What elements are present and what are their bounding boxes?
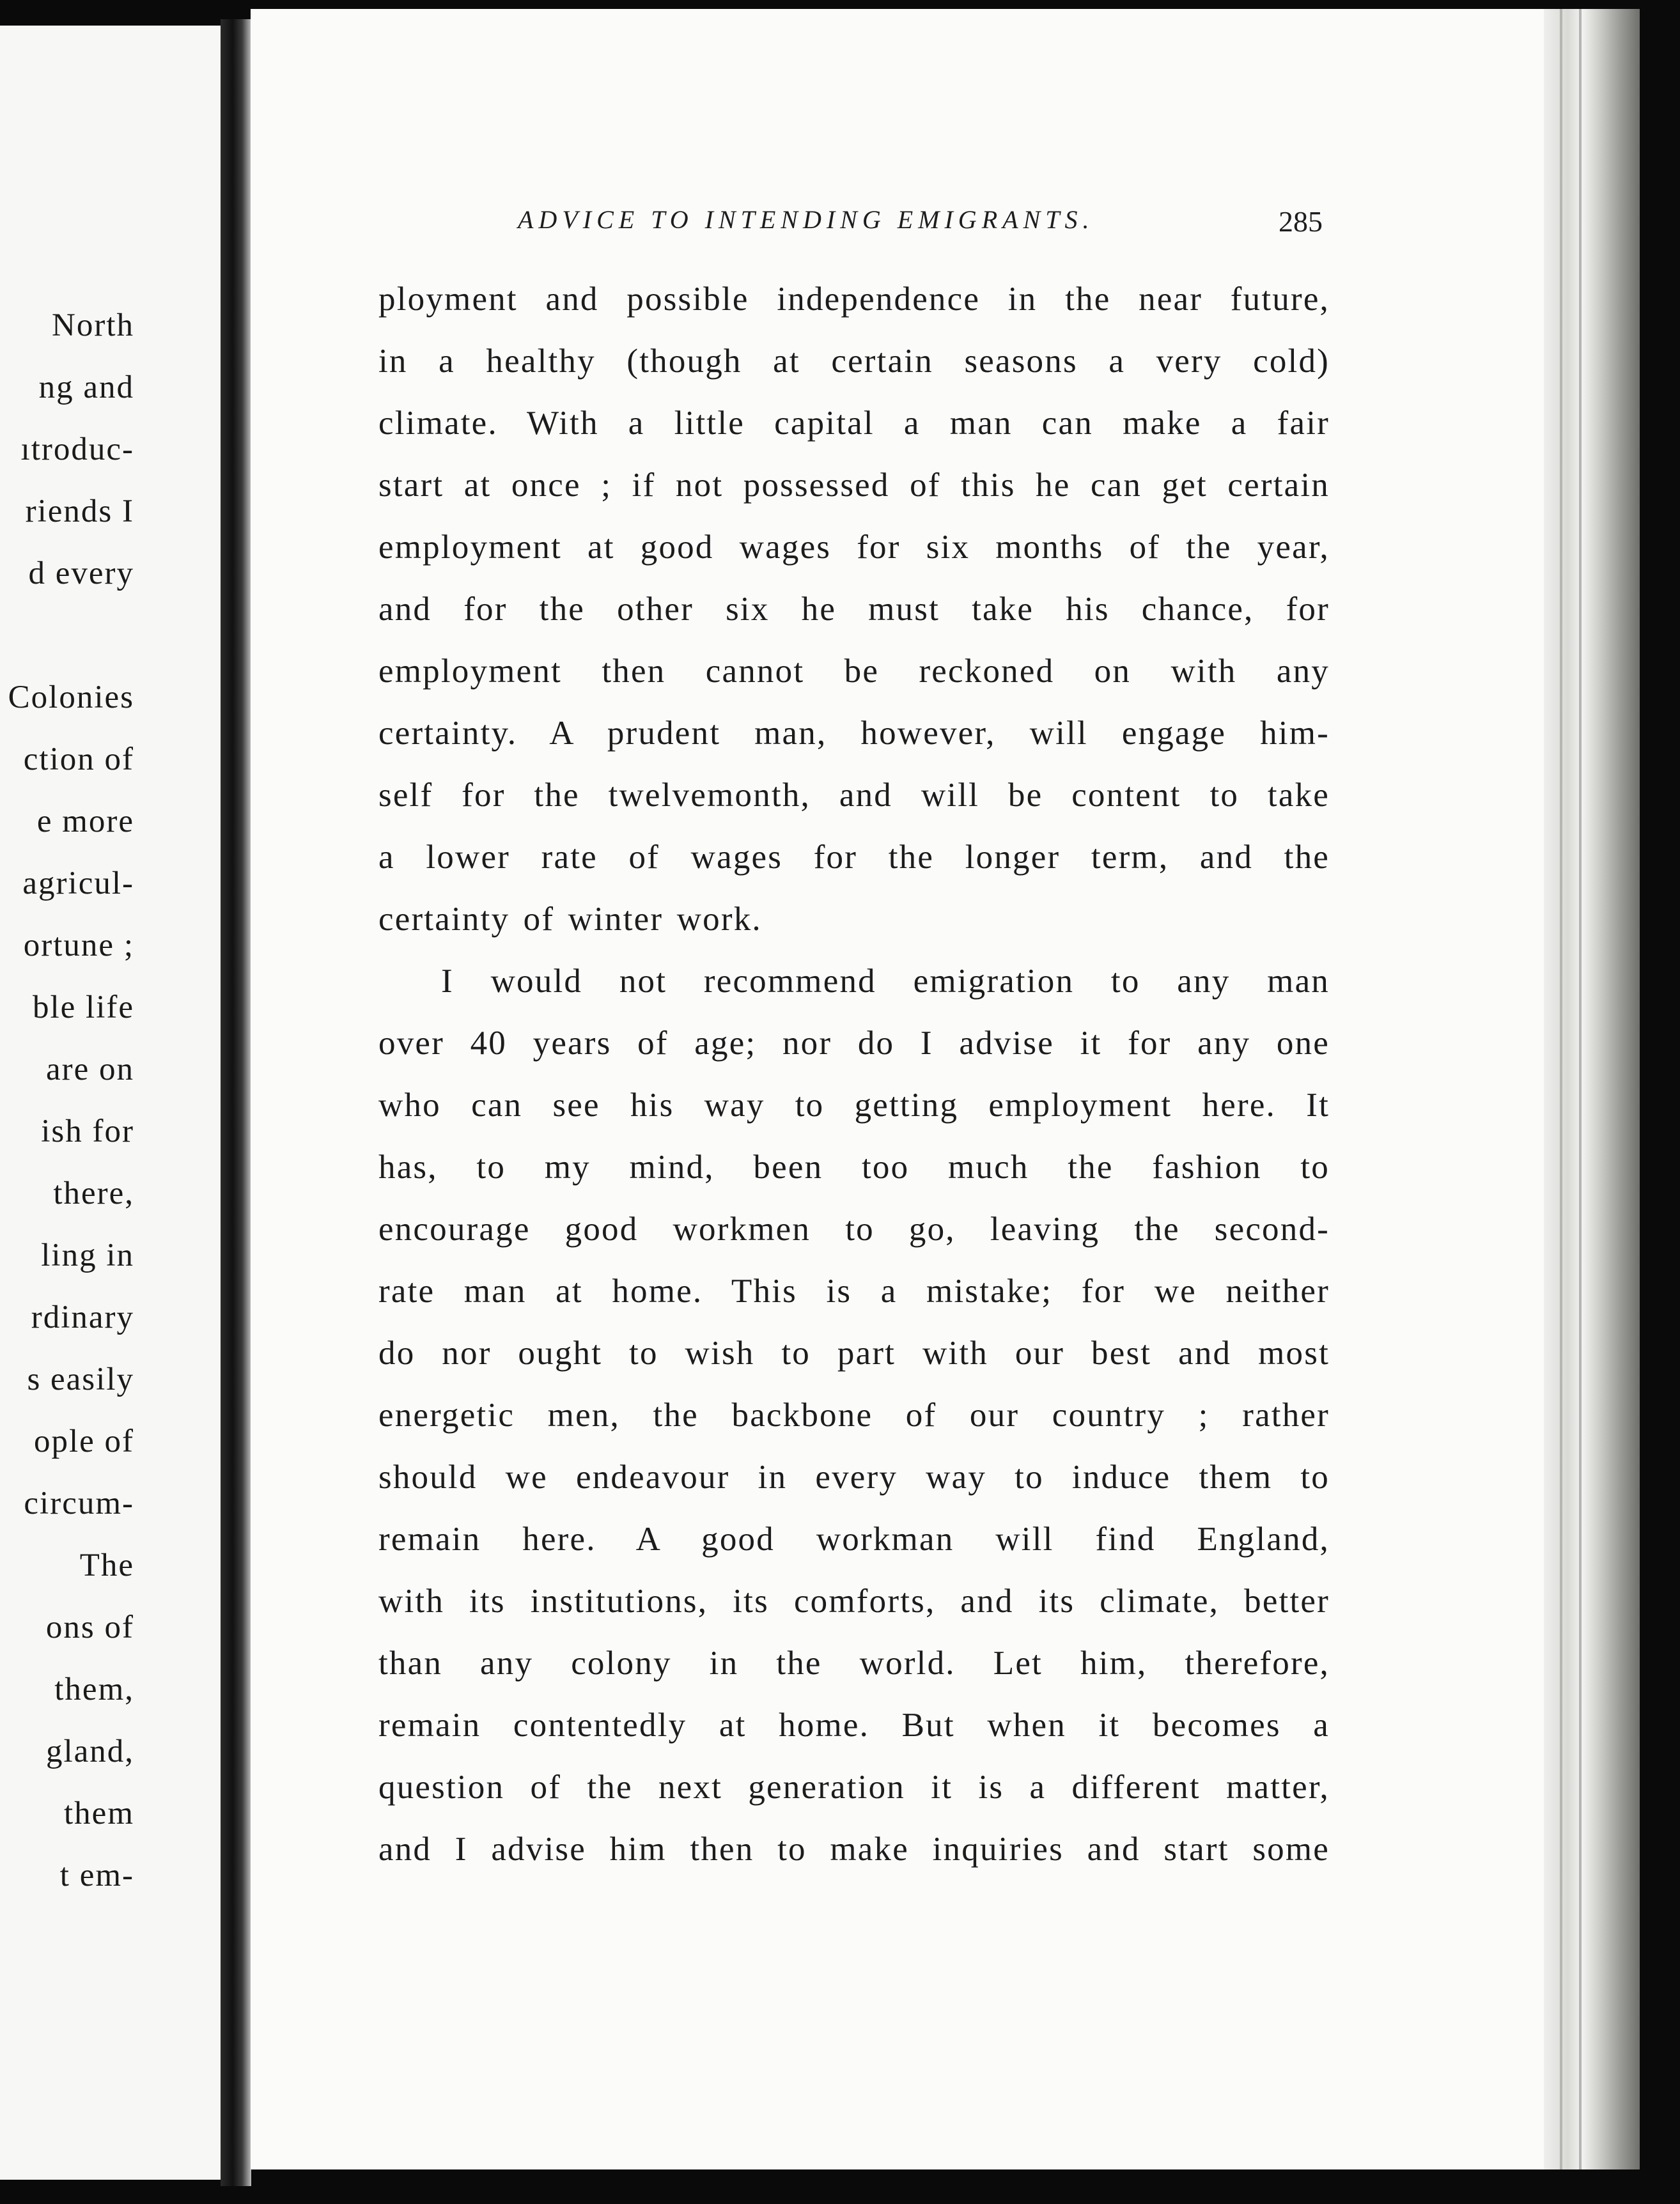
book-spine-shadow	[221, 19, 251, 2186]
left-page-line: Colonies	[8, 679, 134, 715]
running-title: ADVICE TO INTENDING EMIGRANTS.	[518, 205, 1094, 234]
body-text-line: ployment and possible independence in the near future,	[378, 281, 1330, 318]
body-text-line: has, to my mind, been too much the fashion to	[378, 1149, 1330, 1186]
left-page-fragment	[0, 26, 230, 2180]
left-page-line: t em-	[59, 1858, 134, 1893]
left-page-line: circum-	[24, 1486, 134, 1521]
body-text-line: a lower rate of wages for the longer term, and the	[378, 839, 1330, 876]
left-page-line: rdinary	[31, 1300, 134, 1335]
body-text-line: remain contentedly at home. But when it becomes a	[378, 1707, 1330, 1744]
left-page-line: ng and	[38, 369, 134, 405]
left-page-line: there,	[53, 1176, 134, 1211]
left-page-line: The	[79, 1548, 134, 1583]
body-text-line: encourage good workmen to go, leaving the second-	[378, 1211, 1330, 1248]
left-page-line: ıtroduc-	[20, 431, 134, 467]
paragraph-first-line: I would not recommend emigration to any man	[441, 963, 1330, 1000]
page-number: 285	[1279, 205, 1323, 238]
body-text-line: do nor ought to wish to part with our best and most	[378, 1335, 1330, 1372]
left-page-line: are on	[45, 1052, 134, 1087]
left-page-line: ish for	[41, 1114, 134, 1149]
left-page-line: e more	[36, 803, 134, 839]
left-page-line: ons of	[45, 1610, 134, 1645]
page-edge-stack	[1544, 9, 1640, 2169]
body-text-line: over 40 years of age; nor do I advise it for any one	[378, 1025, 1330, 1062]
body-text-line: remain here. A good workman will find England,	[378, 1521, 1330, 1558]
body-text-line: rate man at home. This is a mistake; for we neither	[378, 1273, 1330, 1310]
body-text-line: certainty of winter work.	[378, 901, 762, 938]
page-edge-line	[1560, 9, 1562, 2169]
left-page-line: North	[52, 307, 134, 343]
body-text-line: and I advise him then to make inquiries and start some	[378, 1831, 1330, 1868]
body-text-line: than any colony in the world. Let him, therefore,	[378, 1645, 1330, 1682]
left-page-line: gland,	[45, 1734, 134, 1769]
left-page-line: d every	[28, 555, 134, 591]
body-text-line: certainty. A prudent man, however, will engage him-	[378, 715, 1330, 752]
left-page-line: ortune ;	[23, 927, 134, 963]
left-page-line: agricul-	[22, 865, 134, 901]
body-text-line: self for the twelvemonth, and will be content to take	[378, 777, 1330, 814]
body-text-line: in a healthy (though at certain seasons a very cold)	[378, 343, 1330, 380]
body-text-line: employment at good wages for six months of the year,	[378, 529, 1330, 566]
left-page-line: them,	[54, 1672, 134, 1707]
left-page-line: riends I	[25, 493, 134, 529]
body-text-line: and for the other six he must take his chance, for	[378, 591, 1330, 628]
left-page-line: ling in	[41, 1238, 134, 1273]
body-text-line: who can see his way to getting employment here. It	[378, 1087, 1330, 1124]
body-text-line: climate. With a little capital a man can make a fair	[378, 405, 1330, 442]
left-page-line: them	[64, 1796, 134, 1831]
body-text-line: question of the next generation it is a different matter,	[378, 1769, 1330, 1806]
body-text-line: start at once ; if not possessed of this he can get certain	[378, 467, 1330, 504]
body-text-line: employment then cannot be reckoned on with any	[378, 653, 1330, 690]
page-edge-line	[1579, 9, 1582, 2169]
left-page-line: ction of	[23, 741, 134, 777]
left-page-line: ople of	[33, 1424, 134, 1459]
left-page-line: ble life	[32, 989, 134, 1025]
left-page-line: s easily	[27, 1362, 134, 1397]
body-text-line: with its institutions, its comforts, and its climate, better	[378, 1583, 1330, 1620]
body-text-line: should we endeavour in every way to induce them to	[378, 1459, 1330, 1496]
body-text-line: energetic men, the backbone of our country ; rather	[378, 1397, 1330, 1434]
